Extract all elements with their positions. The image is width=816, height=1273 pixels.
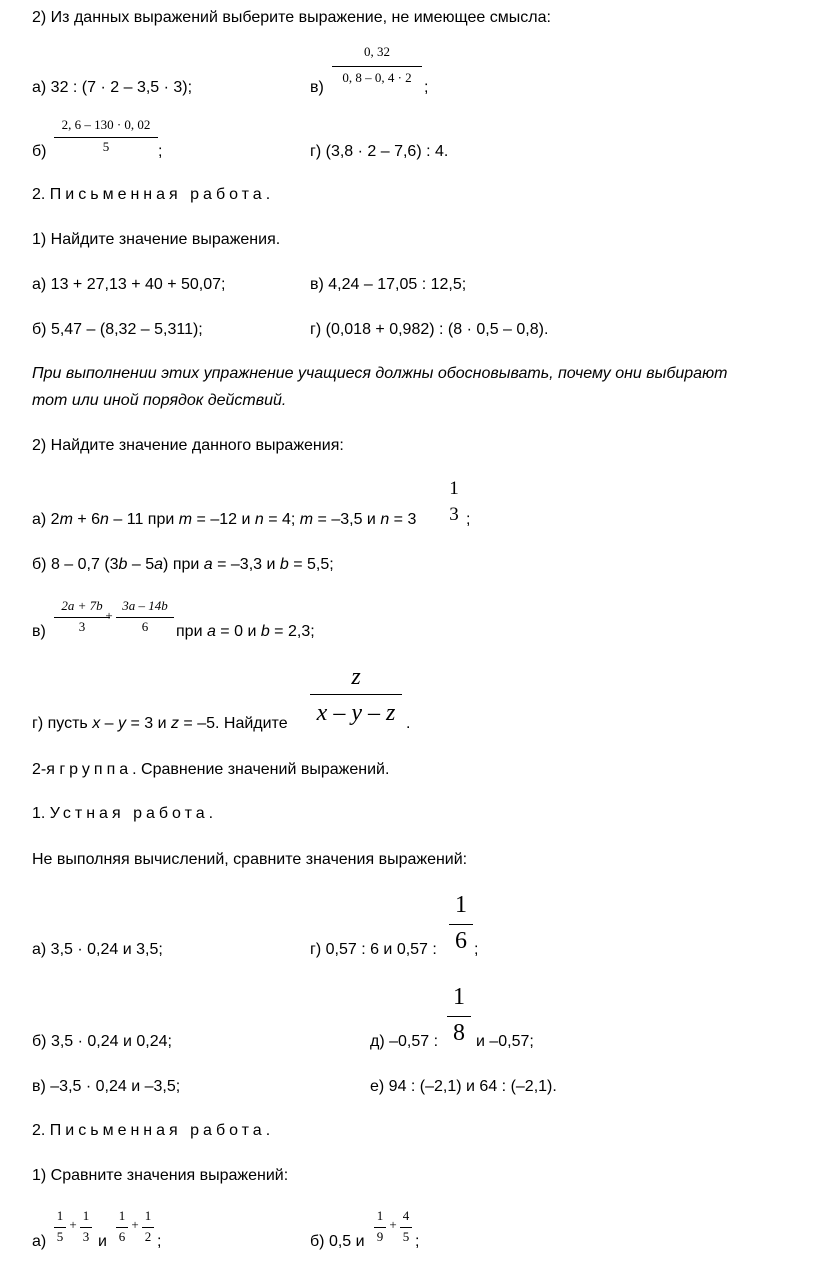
task-2-heading: 2) Из данных выражений выберите выражение, не имеющее смысла: [32, 9, 551, 26]
var-a: a [154, 556, 164, 573]
fraction-f6 [449, 892, 473, 958]
f9-den-2: 2 [144, 1229, 152, 1244]
f7-bar [447, 1016, 471, 1017]
section-2-heading [32, 185, 274, 205]
f1-bar [332, 66, 422, 67]
group-2-number: 2-я [32, 761, 60, 778]
task-v-label-2: в) [32, 623, 46, 640]
f9-num-2: 1 [144, 1208, 152, 1223]
f10-bar-2 [400, 1227, 412, 1228]
var-m: m [178, 511, 193, 528]
t-a-part5: = 4; [263, 511, 300, 528]
f10-num-2: 4 [402, 1208, 410, 1223]
f8-den-1: 5 [56, 1229, 64, 1244]
f6-denominator: 6 [455, 928, 467, 954]
cmp2-a-tail: ; [157, 1233, 162, 1250]
t-a-part6: = –3,5 и [313, 511, 381, 528]
f8-bar-2 [80, 1227, 92, 1228]
f1-denominator: 0, 8 – 0, 4 · 2 [342, 70, 412, 85]
var-b: b [279, 556, 289, 573]
cmp-d-tail: и –0,57; [476, 1033, 534, 1050]
fraction-f3 [444, 478, 464, 530]
group-2-word: группа [59, 761, 133, 778]
t-g-part2: – [100, 715, 118, 732]
t-g-part4: = –5. Найдите [178, 715, 288, 732]
task-v-cond [176, 622, 315, 642]
task-b-tail: ; [158, 143, 163, 160]
f6-bar [449, 924, 473, 925]
task-b-547: б) 5,47 – (8,32 – 5,311); [32, 321, 203, 338]
task-b-8 [32, 555, 334, 575]
f9-bar-2 [142, 1227, 154, 1228]
group-2-title: . Сравнение значений выражений. [132, 761, 390, 778]
var-y: y [118, 715, 126, 732]
t-b-part1: б) 8 – 0,7 (3 [32, 556, 119, 573]
f1-numerator: 0, 32 [364, 44, 390, 59]
task-g-let [32, 714, 288, 734]
f2-bar [54, 137, 158, 138]
task-a-tail: ; [466, 511, 471, 528]
section-1-oral [32, 804, 217, 824]
f9-bar-1 [116, 1227, 128, 1228]
f10-num-1: 1 [376, 1208, 384, 1223]
task-g-0018: г) (0,018 + 0,982) : (8 · 0,5 – 0,8). [310, 321, 549, 338]
cmp-g-tail: ; [474, 941, 479, 958]
f4-numerator-1: 2a + 7b [61, 598, 103, 613]
f4-numerator-2: 3a – 14b [122, 598, 168, 613]
cmp-b: б) 3,5 · 0,24 и 0,24; [32, 1033, 172, 1050]
var-x: x [92, 715, 101, 732]
cmp-g: г) 0,57 : 6 и 0,57 : [310, 941, 437, 958]
f4-denominator-1: 3 [78, 619, 86, 634]
var-z: z [170, 715, 179, 732]
cmp2-b: б) 0,5 и [310, 1233, 365, 1250]
var-a: a [206, 623, 216, 640]
task-v-424: в) 4,24 – 17,05 : 12,5; [310, 276, 467, 293]
fraction-f8 [54, 1208, 94, 1248]
var-n: n [380, 511, 390, 528]
f8-den-2: 3 [82, 1229, 90, 1244]
cmp-e: е) 94 : (–2,1) и 64 : (–2,1). [370, 1078, 557, 1095]
section-1-title: Устная работа. [49, 805, 218, 822]
t-v-part3: = 2,3; [269, 623, 315, 640]
f2-numerator: 2, 6 – 130 · 0, 02 [61, 117, 151, 132]
t-b-part5: = 5,5; [288, 556, 334, 573]
var-m: m [59, 511, 73, 528]
var-n: n [100, 511, 109, 528]
f10-plus: + [389, 1217, 397, 1232]
task-2-find-heading: 2) Найдите значение данного выражения: [32, 437, 344, 454]
fraction-f10 [374, 1208, 414, 1248]
f8-num-1: 1 [56, 1208, 64, 1223]
f4-denominator-2: 6 [141, 619, 149, 634]
f4-bar-2 [116, 617, 174, 618]
cmp-a: а) 3,5 · 0,24 и 3,5; [32, 941, 163, 958]
cmp2-and: и [98, 1233, 107, 1250]
task-b-label: б) [32, 143, 47, 160]
task-a-32: а) 32 : (7 · 2 – 3,5 · 3); [32, 79, 193, 96]
cmp2-b-tail: ; [415, 1233, 420, 1250]
t-v-part1: при [176, 623, 207, 640]
section-2-title: Письменная работа. [49, 186, 275, 203]
task-v-tail: ; [424, 79, 429, 96]
cmp-d: д) –0,57 : [370, 1033, 439, 1050]
f8-plus: + [69, 1217, 77, 1232]
t-v-part2: = 0 и [215, 623, 261, 640]
cmp-v: в) –3,5 · 0,24 и –3,5; [32, 1078, 181, 1095]
f3-numerator: 1 [449, 478, 459, 499]
task-a-13: а) 13 + 27,13 + 40 + 50,07; [32, 276, 226, 293]
f7-denominator: 8 [453, 1020, 465, 1046]
f8-bar-1 [54, 1227, 66, 1228]
task-v-label: в) [310, 79, 324, 96]
f5-numerator: z [351, 664, 361, 690]
t-a-part4: = –12 и [192, 511, 255, 528]
section-2-number: 2. [32, 186, 46, 203]
f8-num-2: 1 [82, 1208, 90, 1223]
fraction-f5 [310, 664, 402, 732]
section-2b-title: Письменная работа. [49, 1122, 275, 1139]
task-g-38: г) (3,8 · 2 – 7,6) : 4. [310, 143, 449, 160]
t-a-part2: + 6 [72, 511, 101, 528]
f2-denominator: 5 [102, 139, 110, 154]
compare-instruction: Не выполняя вычислений, сравните значения выражений: [32, 851, 468, 868]
task-a-2m6n [32, 510, 416, 530]
compare-task-heading: 1) Сравните значения выражений: [32, 1167, 289, 1184]
note-line-2: тот или иной порядок действий. [32, 392, 287, 409]
cmp2-a-label: а) [32, 1233, 47, 1250]
t-g-part1: г) пусть [32, 715, 93, 732]
var-n: n [254, 511, 264, 528]
f10-bar-1 [374, 1227, 386, 1228]
t-b-part4: = –3,3 и [212, 556, 280, 573]
f5-bar [310, 694, 402, 695]
task-1-heading: 1) Найдите значение выражения. [32, 231, 281, 248]
f9-plus: + [131, 1217, 139, 1232]
t-a-part3: – 11 при [108, 511, 179, 528]
var-b: b [118, 556, 128, 573]
fraction-f2 [54, 117, 158, 159]
f9-num-1: 1 [118, 1208, 126, 1223]
f6-numerator: 1 [455, 892, 467, 918]
section-2b-number: 2. [32, 1122, 46, 1139]
t-g-part3: = 3 и [126, 715, 171, 732]
fraction-f9 [116, 1208, 156, 1248]
t-b-part2: – 5 [127, 556, 155, 573]
t-a-part1: а) 2 [32, 511, 60, 528]
task-g-tail: . [406, 715, 411, 732]
f5-denominator: x – y – z [316, 700, 396, 726]
fraction-f1 [332, 44, 422, 90]
note-line-1: При выполнении этих упражнение учащиеся должны обосновывать, почему они выбирают [32, 365, 728, 382]
fraction-f7 [447, 984, 471, 1050]
f7-numerator: 1 [453, 984, 465, 1010]
section-2-written [32, 1121, 274, 1141]
t-a-part7: = 3 [389, 511, 417, 528]
f3-denominator: 3 [449, 504, 459, 525]
section-1-number: 1. [32, 805, 46, 822]
var-b: b [260, 623, 270, 640]
var-m: m [299, 511, 314, 528]
f10-den-1: 9 [376, 1229, 384, 1244]
var-a: a [203, 556, 213, 573]
f4-plus: + [105, 608, 113, 623]
t-b-part3: ) при [163, 556, 204, 573]
f10-den-2: 5 [402, 1229, 410, 1244]
group-2-heading [32, 760, 389, 780]
f9-den-1: 6 [118, 1229, 126, 1244]
